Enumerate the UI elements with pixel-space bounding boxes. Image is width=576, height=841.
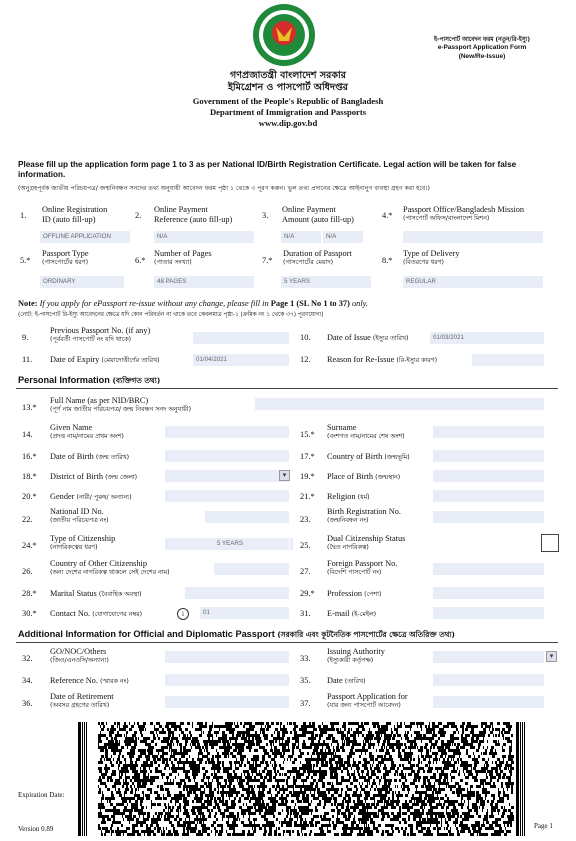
field-33-label — [327, 647, 385, 665]
pdf417-barcode — [78, 722, 534, 836]
field-20-label — [50, 492, 132, 502]
field-30-label-bn: (যোগাযোগের নম্বর) — [92, 611, 143, 618]
profession-field[interactable] — [433, 587, 544, 599]
field-9-label — [50, 326, 150, 344]
foreign-passport-field[interactable] — [433, 563, 544, 575]
field-12-label-en: Reason for Re-Issue — [327, 355, 395, 364]
field-14-label-line2: (প্রদত্ত নাম/নামের প্রথম অংশ) — [50, 432, 124, 440]
additional-info-title: Additional Information for Official and Diplomatic Passport — [18, 629, 275, 639]
field-27-label-line1: Foreign Passport No. — [327, 559, 398, 568]
field-22-label-line1: National ID No. — [50, 507, 104, 516]
expiration-label: Expiration Date: — [18, 791, 65, 799]
field-36-label-line1: Date of Retirement — [50, 692, 114, 701]
previous-passport-field[interactable] — [193, 332, 289, 344]
field-1-label-line2: ID (auto fill-up) — [42, 214, 96, 224]
field-36-label-line2: (অবসর গ্রহণের তারিখ) — [50, 701, 110, 709]
field-14-number: 14. — [22, 430, 33, 439]
field-31-label-bn: (ই-মেইল) — [351, 611, 377, 618]
field-25-label-line2: (দ্বৈত নাগরিকত্ব) — [327, 543, 369, 551]
field-19-label-en: Place of Birth — [327, 472, 374, 481]
form-subtitle-en: (New/Re-Issue) — [458, 52, 506, 60]
number-of-pages-field[interactable]: 48 PAGES — [154, 276, 254, 288]
field-4-label-line2: (পাসপোর্ট অফিস/বাংলাদেশ মিশন) — [403, 214, 490, 222]
field-7-label-line2: (পাসপোর্টের মেয়াদ) — [283, 258, 334, 266]
field-3-number: 3. — [262, 211, 269, 220]
field-6-number: 6.* — [135, 256, 146, 265]
field-15-label-line2: (বংশগত নাম/নামের শেষ অংশ) — [327, 432, 405, 440]
place-of-birth-field[interactable] — [433, 470, 544, 482]
email-field[interactable] — [433, 607, 544, 619]
form-title-bn: ই-পাসপোর্ট আবেদন ফরম (নতুন/রি-ইস্যু) — [434, 37, 530, 43]
gender-field[interactable] — [165, 490, 289, 502]
spacer-6 — [292, 538, 295, 550]
field-4-label-line1: Passport Office/Bangladesh Mission — [403, 205, 525, 214]
application-for-field[interactable] — [433, 696, 544, 708]
field-28-label-bn: (বৈবাহিক অবস্থা) — [98, 591, 142, 598]
field-36-number: 36. — [22, 699, 33, 708]
note-bold: Page 1 (SL No 1 to 37) — [270, 299, 350, 308]
section-divider — [16, 388, 558, 389]
reissue-note-bn: (নোট: ই-পাসপোর্ট রি-ইস্যু আবেদনের ক্ষেত্রে যদি কোন পরিবর্তন না থাকে তবে কেবলমাত্র পৃষ্ঠা-১ (ক্রমিক নং ১ থেকে ৩৭) পূরণযোগ্য) — [18, 312, 324, 318]
field-25-label-line1: Dual Citizenship Status — [327, 534, 406, 543]
personal-info-title-bn: (ব্যক্তিগত তথ্য) — [112, 376, 161, 385]
field-28-number: 28.* — [22, 589, 37, 598]
reissue-reason-field[interactable] — [472, 354, 544, 366]
field-15-label — [327, 423, 405, 441]
field-9-label-line2: (পূর্ববর্তী পাসপোর্ট নং যদি থাকে) — [50, 335, 132, 343]
field-22-number: 22. — [22, 515, 33, 524]
field-27-label-line2: (বিদেশি পাসপোর্ট নং) — [327, 568, 382, 576]
field-37-label-line2: (যার জন্য পাসপোর্ট আবেদন) — [327, 701, 401, 709]
national-id-field[interactable] — [205, 511, 289, 523]
issuing-authority-select[interactable] — [433, 651, 544, 663]
delivery-type-field[interactable]: REGULAR — [403, 276, 543, 288]
religion-field[interactable] — [433, 490, 544, 502]
field-17-label — [327, 452, 410, 462]
field-8-number: 8.* — [382, 256, 393, 265]
given-name-field[interactable] — [165, 426, 289, 438]
field-10-label — [327, 333, 408, 343]
info-icon[interactable]: i — [177, 608, 189, 620]
field-20-number: 20.* — [22, 492, 37, 501]
field-1-label-line1: Online Registration — [42, 205, 108, 214]
field-11-label-en: Date of Expiry — [50, 355, 100, 364]
full-name-field[interactable] — [255, 398, 544, 410]
field-10-number: 10. — [300, 333, 311, 342]
chevron-down-icon[interactable]: ▾ — [279, 470, 290, 481]
instructions-en: Please fill up the application form page 1 to 3 as per National ID/Birth Registration Certificate. Legal action will be taken for false information. — [18, 160, 517, 179]
field-6-label-line1: Number of Pages — [154, 249, 212, 258]
field-17-label-en: Country of Birth — [327, 452, 383, 461]
instructions-bn: (অনুগ্রহপূর্বক জাতীয় পরিচয়পত্র/ জন্মনিবন্ধন সনদের তথ্য অনুযায়ী আবেদন ফরম পৃষ্ঠা ১ থেকে ৩ পূরণ করুন। ভুল তথ্য প্রদানের ক্ষেত্রে আইনানুগ ব্যবস্থা গ্রহণ করা হবে।) — [18, 185, 430, 192]
dual-citizenship-years: 5 YEARS — [217, 540, 244, 547]
chevron-down-icon[interactable]: ▾ — [546, 651, 557, 662]
field-2-number: 2. — [135, 211, 142, 220]
marital-status-field[interactable] — [185, 587, 289, 599]
reference-no-field[interactable] — [165, 674, 289, 686]
personal-info-heading — [18, 375, 160, 388]
passport-office-field[interactable] — [403, 231, 543, 243]
field-37-label — [327, 692, 408, 710]
field-9-number: 9. — [22, 333, 29, 342]
field-7-label-line1: Duration of Passport — [283, 249, 352, 258]
field-25-label — [327, 534, 405, 552]
field-8-label-line1: Type of Delivery — [403, 249, 460, 258]
date-of-birth-field[interactable] — [165, 450, 289, 462]
note-prefix: Note: — [18, 299, 38, 308]
field-5-label-line2: (পাসপোর্টের ধরণ) — [42, 258, 89, 266]
field-3-label-line2: Amount (auto fill-up) — [282, 214, 354, 224]
field-12-label — [327, 355, 437, 365]
field-24-label-line1: Type of Citizenship — [50, 534, 116, 543]
field-5-number: 5.* — [20, 256, 31, 265]
field-14-label — [50, 423, 124, 441]
field-26-label — [50, 559, 170, 577]
field-29-label — [327, 589, 381, 599]
field-8-label — [403, 249, 460, 267]
field-26-number: 26. — [22, 567, 33, 576]
field-32-number: 32. — [22, 654, 33, 663]
field-9-label-line1: Previous Passport No. (if any) — [50, 326, 151, 335]
field-22-label — [50, 507, 109, 525]
go-noc-field[interactable] — [165, 651, 289, 663]
field-23-label — [327, 507, 401, 525]
website-link[interactable]: www.dip.gov.bd — [258, 118, 318, 128]
field-4-number: 4.* — [382, 211, 393, 220]
dept-name-bn: ইমিগ্রেশন ও পাসপোর্ট অধিদপ্তর — [227, 82, 349, 93]
field-18-label — [50, 472, 137, 482]
payment-amount-field-2[interactable]: N/A — [323, 231, 363, 243]
field-33-label-line1: Issuing Authority — [327, 647, 385, 656]
personal-info-title: Personal Information — [18, 375, 110, 385]
field-5-label-line1: Passport Type — [42, 249, 89, 258]
field-7-label — [283, 249, 352, 267]
field-12-number: 12. — [300, 355, 311, 364]
field-17-number: 17.* — [300, 452, 315, 461]
surname-field[interactable] — [433, 426, 544, 438]
field-36-label — [50, 692, 114, 710]
reference-date-field[interactable] — [433, 674, 544, 686]
field-31-label-en: E-mail — [327, 609, 350, 618]
dual-citizenship-checkbox[interactable] — [541, 534, 559, 552]
field-27-number: 27. — [300, 567, 311, 576]
field-27-label — [327, 559, 397, 577]
field-23-label-line1: Birth Registration No. — [327, 507, 401, 516]
field-13-label — [50, 396, 191, 414]
field-20-label-en: Gender — [50, 492, 75, 501]
field-21-label — [327, 492, 370, 502]
field-11-label-bn: (মেয়াদোত্তীর্ণের তারিখ) — [101, 357, 160, 364]
field-2-label — [154, 205, 232, 224]
field-2-label-line2: Reference (auto fill-up) — [154, 214, 233, 224]
field-13-label-line1: Full Name (as per NID/BRC) — [50, 396, 149, 405]
field-3-label — [282, 205, 354, 224]
field-28-label-en: Marital Status — [50, 589, 97, 598]
contact-number-field[interactable]: 01 — [200, 607, 289, 619]
field-10-label-en: Date of Issue — [327, 333, 371, 342]
field-37-number: 37. — [300, 699, 311, 708]
field-19-number: 19.* — [300, 472, 315, 481]
field-11-number: 11. — [22, 355, 33, 364]
reissue-note — [18, 299, 368, 308]
field-30-number: 30.* — [22, 609, 37, 618]
field-20-label-bn: (নারী/ পুরুষ/ অন্যান্য) — [76, 494, 132, 501]
field-23-number: 23. — [300, 515, 311, 524]
field-32-label-line1: GO/NOC/Others — [50, 647, 107, 656]
field-24-label — [50, 534, 115, 552]
field-1-label — [42, 205, 107, 224]
field-16-label-bn: (জন্ম তারিখ) — [95, 454, 130, 461]
form-title-block — [412, 36, 552, 61]
field-15-label-line1: Surname — [327, 423, 357, 432]
registration-id-field[interactable]: OFFLINE APPLICATION — [40, 231, 130, 243]
field-19-label-bn: (জন্মস্থান) — [375, 474, 401, 481]
field-26-label-line2: (অন্য দেশের নাগরিকত্ব থাকলে সেই দেশের নাম) — [50, 568, 170, 576]
field-34-label-bn: (স্মারক নং) — [100, 678, 129, 685]
retirement-date-field[interactable] — [165, 696, 289, 708]
field-23-label-line2: (জন্মনিবন্ধন নং) — [327, 516, 369, 524]
field-16-label — [50, 452, 129, 462]
note-suffix: only. — [349, 299, 369, 308]
country-of-birth-field[interactable] — [433, 450, 544, 462]
note-text: If you apply for ePassport re-issue without any change, please fill in — [37, 299, 271, 308]
page-number: Page 1 — [534, 822, 553, 830]
field-6-label — [154, 249, 212, 267]
field-33-label-line2: (ইস্যুকারী কর্তৃপক্ষ) — [327, 656, 374, 664]
field-10-label-bn: (ইস্যুর তারিখ) — [372, 335, 409, 342]
field-32-label-line2: (জিও/এনওসি/অন্যান্য) — [50, 656, 109, 664]
field-17-label-bn: (জন্মভূমি) — [384, 454, 410, 461]
field-21-number: 21.* — [300, 492, 315, 501]
field-3-label-line1: Online Payment — [282, 205, 336, 214]
field-21-label-bn: (ধর্ম) — [357, 494, 370, 501]
field-34-number: 34. — [22, 676, 33, 685]
gov-name-en: Government of the People's Republic of Bangladesh — [192, 96, 384, 106]
section-divider-2 — [16, 642, 558, 643]
dept-name-en: Department of Immigration and Passports — [209, 107, 367, 117]
field-12-label-bn: (রি-ইস্যুর কারণ) — [396, 357, 438, 364]
field-18-label-bn: (জন্ম জেলা) — [105, 474, 138, 481]
field-34-label-en: Reference No. — [50, 676, 98, 685]
field-5-label — [42, 249, 89, 267]
field-37-label-line1: Passport Application for — [327, 692, 408, 701]
passport-type-field[interactable]: ORDINARY — [40, 276, 124, 288]
field-35-label-en: Date — [327, 676, 343, 685]
field-30-label — [50, 609, 142, 619]
field-34-label — [50, 676, 129, 686]
field-2-label-line1: Online Payment — [154, 205, 208, 214]
birth-registration-field[interactable] — [433, 511, 544, 523]
district-of-birth-select[interactable] — [165, 470, 289, 482]
field-18-label-en: District of Birth — [50, 472, 104, 481]
field-7-number: 7.* — [262, 256, 273, 265]
field-8-label-line2: (বিতরণের ধরণ) — [403, 258, 445, 266]
field-32-label — [50, 647, 109, 665]
field-35-number: 35. — [300, 676, 311, 685]
government-seal-logo — [252, 3, 316, 67]
field-29-number: 29.* — [300, 589, 315, 598]
field-30-label-en: Contact No. — [50, 609, 91, 618]
field-13-number: 13.* — [22, 403, 37, 412]
payment-reference-field[interactable]: N/A — [154, 231, 254, 243]
field-31-label — [327, 609, 376, 619]
field-18-number: 18.* — [22, 472, 37, 481]
passport-duration-field[interactable]: 5 YEARS — [281, 276, 371, 288]
field-25-number: 25. — [300, 541, 311, 550]
field-14-label-line1: Given Name — [50, 423, 93, 432]
field-35-label-bn: (তারিখ) — [344, 678, 366, 685]
field-29-label-bn: (পেশা) — [364, 591, 382, 598]
form-title-en: e-Passport Application Form — [437, 44, 527, 52]
field-33-number: 33. — [300, 654, 311, 663]
field-1-number: 1. — [20, 211, 27, 220]
date-of-expiry-field[interactable]: 01/04/2021 — [193, 354, 289, 366]
gov-name-bn: গণপ্রজাতন্ত্রী বাংলাদেশ সরকার — [230, 70, 346, 81]
payment-amount-field[interactable]: N/A — [281, 231, 321, 243]
date-of-issue-field[interactable]: 01/03/2021 — [430, 332, 544, 344]
field-13-label-line2: (পূর্ণ নাম জাতীয় পরিচয়পত্র/ জন্ম নিবন্ধন সনদ অনুযায়ী) — [50, 405, 192, 413]
field-24-number: 24.* — [22, 541, 37, 550]
field-19-label — [327, 472, 400, 482]
additional-info-title-bn: (সরকারি এবং কূটনৈতিক পাসপোর্টের ক্ষেত্রে অতিরিক্ত তথ্য) — [277, 630, 455, 639]
field-22-label-line2: (জাতীয় পরিচয়পত্র নং) — [50, 516, 109, 524]
field-16-number: 16.* — [22, 452, 37, 461]
field-16-label-en: Date of Birth — [50, 452, 94, 461]
field-26-label-line1: Country of Other Citizenship — [50, 559, 148, 568]
field-4-label — [403, 205, 524, 223]
version-label: Version 0.89 — [18, 825, 54, 833]
field-21-label-en: Religion — [327, 492, 356, 501]
field-31-number: 31. — [300, 609, 311, 618]
field-28-label — [50, 589, 142, 599]
field-24-label-line2: (নাগরিকত্বের ধরণ) — [50, 543, 98, 551]
field-35-label — [327, 676, 366, 686]
other-citizenship-field[interactable] — [214, 563, 289, 575]
field-6-label-line2: (পাতার সংখ্যা) — [154, 258, 192, 266]
additional-info-heading — [18, 629, 455, 642]
field-15-number: 15.* — [300, 430, 315, 439]
field-29-label-en: Profession — [327, 589, 363, 598]
field-11-label — [50, 355, 160, 365]
